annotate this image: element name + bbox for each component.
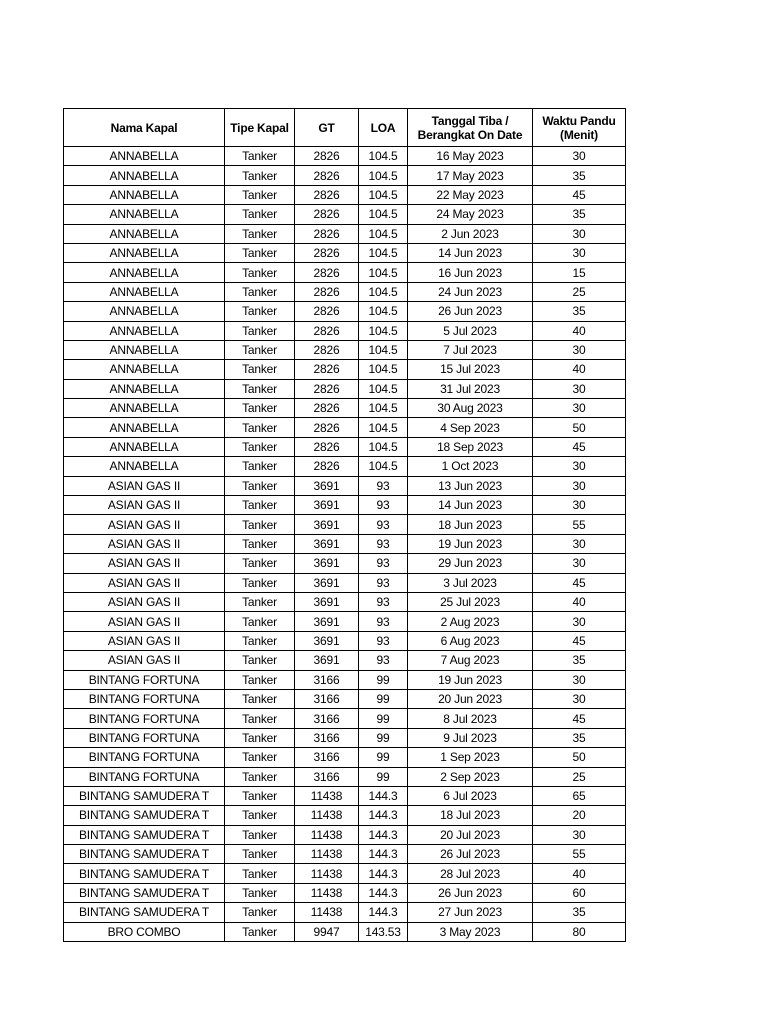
cell-nama-kapal: BINTANG SAMUDERA T — [64, 883, 225, 902]
table-row — [64, 786, 626, 805]
cell-tanggal: 20 Jul 2023 — [408, 825, 533, 844]
cell-tipe-kapal: Tanker — [225, 515, 295, 534]
cell-gt: 2826 — [295, 224, 359, 243]
table-row — [64, 321, 626, 340]
cell-loa: 104.5 — [359, 224, 408, 243]
cell-tanggal: 26 Jun 2023 — [408, 302, 533, 321]
cell-waktu-pandu: 30 — [533, 243, 626, 262]
cell-loa: 93 — [359, 534, 408, 553]
cell-gt: 3166 — [295, 728, 359, 747]
cell-tipe-kapal: Tanker — [225, 476, 295, 495]
cell-loa: 144.3 — [359, 903, 408, 922]
cell-tanggal: 14 Jun 2023 — [408, 496, 533, 515]
table-row — [64, 302, 626, 321]
cell-waktu-pandu: 30 — [533, 689, 626, 708]
cell-tanggal: 2 Jun 2023 — [408, 224, 533, 243]
header-nama-kapal: Nama Kapal — [64, 109, 225, 147]
cell-tanggal: 1 Oct 2023 — [408, 457, 533, 476]
cell-tipe-kapal: Tanker — [225, 651, 295, 670]
cell-gt: 3166 — [295, 670, 359, 689]
cell-loa: 104.5 — [359, 282, 408, 301]
cell-tanggal: 13 Jun 2023 — [408, 476, 533, 495]
cell-tanggal: 3 May 2023 — [408, 922, 533, 941]
cell-gt: 2826 — [295, 437, 359, 456]
cell-nama-kapal: ASIAN GAS II — [64, 554, 225, 573]
cell-gt: 3691 — [295, 515, 359, 534]
cell-nama-kapal: ANNABELLA — [64, 340, 225, 359]
cell-tipe-kapal: Tanker — [225, 243, 295, 262]
cell-loa: 144.3 — [359, 806, 408, 825]
cell-tanggal: 17 May 2023 — [408, 166, 533, 185]
cell-tipe-kapal: Tanker — [225, 457, 295, 476]
cell-gt: 2826 — [295, 205, 359, 224]
cell-gt: 3166 — [295, 689, 359, 708]
cell-tipe-kapal: Tanker — [225, 534, 295, 553]
cell-tanggal: 26 Jun 2023 — [408, 883, 533, 902]
cell-loa: 104.5 — [359, 302, 408, 321]
cell-tanggal: 7 Jul 2023 — [408, 340, 533, 359]
cell-nama-kapal: BINTANG SAMUDERA T — [64, 825, 225, 844]
cell-tanggal: 29 Jun 2023 — [408, 554, 533, 573]
cell-tipe-kapal: Tanker — [225, 786, 295, 805]
spreadsheet-page — [63, 108, 626, 942]
cell-tanggal: 19 Jun 2023 — [408, 534, 533, 553]
table-row — [64, 612, 626, 631]
cell-waktu-pandu: 50 — [533, 748, 626, 767]
cell-loa: 104.5 — [359, 418, 408, 437]
table-row — [64, 437, 626, 456]
cell-loa: 99 — [359, 748, 408, 767]
cell-tipe-kapal: Tanker — [225, 845, 295, 864]
cell-tipe-kapal: Tanker — [225, 321, 295, 340]
cell-waktu-pandu: 30 — [533, 496, 626, 515]
cell-tanggal: 15 Jul 2023 — [408, 360, 533, 379]
cell-gt: 3691 — [295, 476, 359, 495]
cell-tipe-kapal: Tanker — [225, 302, 295, 321]
cell-waktu-pandu: 40 — [533, 360, 626, 379]
cell-waktu-pandu: 80 — [533, 922, 626, 941]
vessel-pilotage-table — [63, 108, 626, 942]
cell-waktu-pandu: 35 — [533, 651, 626, 670]
cell-gt: 3691 — [295, 612, 359, 631]
table-row — [64, 883, 626, 902]
cell-tipe-kapal: Tanker — [225, 166, 295, 185]
cell-waktu-pandu: 35 — [533, 166, 626, 185]
cell-gt: 2826 — [295, 399, 359, 418]
cell-gt: 11438 — [295, 903, 359, 922]
cell-loa: 99 — [359, 767, 408, 786]
table-row — [64, 631, 626, 650]
header-tanggal: Tanggal Tiba / Berangkat On Date — [408, 109, 533, 147]
cell-loa: 99 — [359, 709, 408, 728]
cell-gt: 2826 — [295, 321, 359, 340]
cell-nama-kapal: ANNABELLA — [64, 282, 225, 301]
cell-nama-kapal: BINTANG SAMUDERA T — [64, 864, 225, 883]
cell-nama-kapal: BINTANG SAMUDERA T — [64, 903, 225, 922]
cell-waktu-pandu: 50 — [533, 418, 626, 437]
cell-gt: 11438 — [295, 806, 359, 825]
cell-waktu-pandu: 30 — [533, 825, 626, 844]
cell-loa: 104.5 — [359, 147, 408, 166]
cell-nama-kapal: ASIAN GAS II — [64, 515, 225, 534]
cell-tanggal: 31 Jul 2023 — [408, 379, 533, 398]
cell-tipe-kapal: Tanker — [225, 689, 295, 708]
table-row — [64, 399, 626, 418]
cell-tipe-kapal: Tanker — [225, 903, 295, 922]
cell-nama-kapal: BINTANG SAMUDERA T — [64, 786, 225, 805]
cell-gt: 3691 — [295, 573, 359, 592]
cell-nama-kapal: BINTANG FORTUNA — [64, 748, 225, 767]
cell-gt: 2826 — [295, 185, 359, 204]
cell-tipe-kapal: Tanker — [225, 554, 295, 573]
cell-tanggal: 26 Jul 2023 — [408, 845, 533, 864]
cell-tipe-kapal: Tanker — [225, 883, 295, 902]
cell-nama-kapal: ANNABELLA — [64, 321, 225, 340]
cell-tipe-kapal: Tanker — [225, 806, 295, 825]
cell-tanggal: 7 Aug 2023 — [408, 651, 533, 670]
cell-loa: 99 — [359, 728, 408, 747]
cell-waktu-pandu: 30 — [533, 379, 626, 398]
table-row — [64, 166, 626, 185]
table-row — [64, 243, 626, 262]
cell-tanggal: 16 Jun 2023 — [408, 263, 533, 282]
cell-loa: 104.5 — [359, 360, 408, 379]
cell-loa: 104.5 — [359, 437, 408, 456]
cell-gt: 3166 — [295, 709, 359, 728]
cell-nama-kapal: ASIAN GAS II — [64, 592, 225, 611]
cell-gt: 3691 — [295, 592, 359, 611]
cell-tipe-kapal: Tanker — [225, 709, 295, 728]
cell-loa: 143.53 — [359, 922, 408, 941]
cell-waktu-pandu: 45 — [533, 437, 626, 456]
cell-gt: 2826 — [295, 360, 359, 379]
table-row — [64, 709, 626, 728]
cell-tanggal: 19 Jun 2023 — [408, 670, 533, 689]
cell-nama-kapal: ASIAN GAS II — [64, 573, 225, 592]
cell-tanggal: 3 Jul 2023 — [408, 573, 533, 592]
cell-gt: 2826 — [295, 166, 359, 185]
cell-nama-kapal: ASIAN GAS II — [64, 496, 225, 515]
cell-loa: 104.5 — [359, 205, 408, 224]
cell-waktu-pandu: 30 — [533, 224, 626, 243]
cell-nama-kapal: ANNABELLA — [64, 243, 225, 262]
cell-tanggal: 5 Jul 2023 — [408, 321, 533, 340]
table-row — [64, 282, 626, 301]
cell-tanggal: 14 Jun 2023 — [408, 243, 533, 262]
cell-nama-kapal: ASIAN GAS II — [64, 476, 225, 495]
cell-loa: 144.3 — [359, 825, 408, 844]
cell-gt: 2826 — [295, 457, 359, 476]
cell-loa: 93 — [359, 612, 408, 631]
cell-gt: 2826 — [295, 282, 359, 301]
cell-gt: 2826 — [295, 263, 359, 282]
cell-tipe-kapal: Tanker — [225, 670, 295, 689]
cell-gt: 2826 — [295, 243, 359, 262]
cell-waktu-pandu: 35 — [533, 728, 626, 747]
cell-loa: 104.5 — [359, 243, 408, 262]
table-row — [64, 263, 626, 282]
table-row — [64, 476, 626, 495]
cell-tipe-kapal: Tanker — [225, 922, 295, 941]
cell-tanggal: 16 May 2023 — [408, 147, 533, 166]
cell-gt: 11438 — [295, 883, 359, 902]
cell-gt: 3166 — [295, 748, 359, 767]
cell-loa: 104.5 — [359, 321, 408, 340]
cell-loa: 104.5 — [359, 166, 408, 185]
cell-nama-kapal: ANNABELLA — [64, 263, 225, 282]
cell-tanggal: 6 Aug 2023 — [408, 631, 533, 650]
cell-waktu-pandu: 55 — [533, 845, 626, 864]
table-row — [64, 728, 626, 747]
cell-gt: 11438 — [295, 786, 359, 805]
header-gt: GT — [295, 109, 359, 147]
table-row — [64, 592, 626, 611]
cell-waktu-pandu: 30 — [533, 534, 626, 553]
cell-tanggal: 6 Jul 2023 — [408, 786, 533, 805]
cell-tipe-kapal: Tanker — [225, 825, 295, 844]
cell-nama-kapal: BINTANG FORTUNA — [64, 728, 225, 747]
cell-nama-kapal: ANNABELLA — [64, 302, 225, 321]
cell-nama-kapal: ANNABELLA — [64, 437, 225, 456]
cell-nama-kapal: ANNABELLA — [64, 379, 225, 398]
cell-tipe-kapal: Tanker — [225, 496, 295, 515]
cell-gt: 2826 — [295, 340, 359, 359]
cell-nama-kapal: ANNABELLA — [64, 360, 225, 379]
cell-tipe-kapal: Tanker — [225, 263, 295, 282]
cell-gt: 11438 — [295, 825, 359, 844]
cell-waktu-pandu: 25 — [533, 282, 626, 301]
cell-loa: 104.5 — [359, 263, 408, 282]
cell-tipe-kapal: Tanker — [225, 728, 295, 747]
table-row — [64, 922, 626, 941]
cell-waktu-pandu: 40 — [533, 321, 626, 340]
cell-waktu-pandu: 30 — [533, 457, 626, 476]
cell-nama-kapal: BRO COMBO — [64, 922, 225, 941]
table-row — [64, 496, 626, 515]
table-row — [64, 224, 626, 243]
table-row — [64, 864, 626, 883]
table-row — [64, 457, 626, 476]
cell-nama-kapal: BINTANG FORTUNA — [64, 689, 225, 708]
cell-tipe-kapal: Tanker — [225, 418, 295, 437]
cell-loa: 104.5 — [359, 379, 408, 398]
cell-nama-kapal: ANNABELLA — [64, 147, 225, 166]
cell-nama-kapal: BINTANG SAMUDERA T — [64, 845, 225, 864]
cell-tanggal: 22 May 2023 — [408, 185, 533, 204]
table-row — [64, 573, 626, 592]
cell-tipe-kapal: Tanker — [225, 282, 295, 301]
cell-gt: 3691 — [295, 554, 359, 573]
cell-loa: 93 — [359, 651, 408, 670]
cell-tanggal: 1 Sep 2023 — [408, 748, 533, 767]
cell-tanggal: 8 Jul 2023 — [408, 709, 533, 728]
table-row — [64, 767, 626, 786]
cell-waktu-pandu: 30 — [533, 670, 626, 689]
cell-gt: 11438 — [295, 864, 359, 883]
cell-waktu-pandu: 35 — [533, 205, 626, 224]
table-row — [64, 748, 626, 767]
cell-tipe-kapal: Tanker — [225, 631, 295, 650]
cell-waktu-pandu: 30 — [533, 554, 626, 573]
cell-gt: 3691 — [295, 534, 359, 553]
cell-gt: 2826 — [295, 147, 359, 166]
table-row — [64, 340, 626, 359]
cell-waktu-pandu: 55 — [533, 515, 626, 534]
cell-loa: 99 — [359, 670, 408, 689]
cell-loa: 93 — [359, 515, 408, 534]
cell-tipe-kapal: Tanker — [225, 340, 295, 359]
cell-tanggal: 18 Jun 2023 — [408, 515, 533, 534]
cell-nama-kapal: ANNABELLA — [64, 457, 225, 476]
cell-nama-kapal: BINTANG FORTUNA — [64, 767, 225, 786]
cell-waktu-pandu: 30 — [533, 399, 626, 418]
cell-waktu-pandu: 40 — [533, 864, 626, 883]
cell-tanggal: 9 Jul 2023 — [408, 728, 533, 747]
cell-gt: 2826 — [295, 379, 359, 398]
cell-tanggal: 24 May 2023 — [408, 205, 533, 224]
header-row — [64, 109, 626, 147]
header-waktu-pandu: Waktu Pandu (Menit) — [533, 109, 626, 147]
cell-gt: 2826 — [295, 302, 359, 321]
cell-waktu-pandu: 30 — [533, 612, 626, 631]
table-row — [64, 670, 626, 689]
cell-loa: 93 — [359, 496, 408, 515]
cell-tipe-kapal: Tanker — [225, 205, 295, 224]
cell-waktu-pandu: 15 — [533, 263, 626, 282]
table-row — [64, 534, 626, 553]
cell-tipe-kapal: Tanker — [225, 360, 295, 379]
cell-tipe-kapal: Tanker — [225, 224, 295, 243]
cell-nama-kapal: ASIAN GAS II — [64, 534, 225, 553]
cell-waktu-pandu: 30 — [533, 147, 626, 166]
table-row — [64, 185, 626, 204]
cell-waktu-pandu: 45 — [533, 631, 626, 650]
cell-waktu-pandu: 35 — [533, 302, 626, 321]
cell-nama-kapal: ASIAN GAS II — [64, 631, 225, 650]
cell-tanggal: 20 Jun 2023 — [408, 689, 533, 708]
table-row — [64, 651, 626, 670]
cell-gt: 9947 — [295, 922, 359, 941]
cell-loa: 144.3 — [359, 883, 408, 902]
cell-gt: 2826 — [295, 418, 359, 437]
table-row — [64, 903, 626, 922]
cell-tanggal: 4 Sep 2023 — [408, 418, 533, 437]
cell-tipe-kapal: Tanker — [225, 147, 295, 166]
table-row — [64, 360, 626, 379]
cell-tipe-kapal: Tanker — [225, 612, 295, 631]
cell-tanggal: 24 Jun 2023 — [408, 282, 533, 301]
header-loa: LOA — [359, 109, 408, 147]
cell-waktu-pandu: 25 — [533, 767, 626, 786]
cell-gt: 3691 — [295, 651, 359, 670]
cell-tanggal: 27 Jun 2023 — [408, 903, 533, 922]
cell-nama-kapal: ANNABELLA — [64, 418, 225, 437]
cell-nama-kapal: BINTANG FORTUNA — [64, 670, 225, 689]
table-row — [64, 689, 626, 708]
cell-loa: 104.5 — [359, 399, 408, 418]
cell-waktu-pandu: 30 — [533, 340, 626, 359]
cell-nama-kapal: ASIAN GAS II — [64, 612, 225, 631]
header-tipe-kapal: Tipe Kapal — [225, 109, 295, 147]
cell-gt: 3691 — [295, 496, 359, 515]
cell-tipe-kapal: Tanker — [225, 573, 295, 592]
cell-loa: 104.5 — [359, 340, 408, 359]
cell-waktu-pandu: 60 — [533, 883, 626, 902]
cell-loa: 99 — [359, 689, 408, 708]
cell-loa: 93 — [359, 631, 408, 650]
cell-tanggal: 2 Aug 2023 — [408, 612, 533, 631]
cell-tipe-kapal: Tanker — [225, 767, 295, 786]
cell-nama-kapal: ANNABELLA — [64, 205, 225, 224]
cell-tanggal: 25 Jul 2023 — [408, 592, 533, 611]
cell-loa: 104.5 — [359, 185, 408, 204]
cell-nama-kapal: ANNABELLA — [64, 185, 225, 204]
table-body — [64, 147, 626, 942]
table-row — [64, 205, 626, 224]
cell-nama-kapal: ANNABELLA — [64, 399, 225, 418]
cell-waktu-pandu: 45 — [533, 573, 626, 592]
table-row — [64, 825, 626, 844]
cell-tipe-kapal: Tanker — [225, 437, 295, 456]
table-row — [64, 806, 626, 825]
cell-nama-kapal: ANNABELLA — [64, 166, 225, 185]
cell-nama-kapal: ANNABELLA — [64, 224, 225, 243]
cell-tanggal: 28 Jul 2023 — [408, 864, 533, 883]
cell-tipe-kapal: Tanker — [225, 399, 295, 418]
cell-waktu-pandu: 20 — [533, 806, 626, 825]
cell-tipe-kapal: Tanker — [225, 379, 295, 398]
cell-tipe-kapal: Tanker — [225, 864, 295, 883]
cell-tipe-kapal: Tanker — [225, 748, 295, 767]
cell-tanggal: 30 Aug 2023 — [408, 399, 533, 418]
cell-gt: 3691 — [295, 631, 359, 650]
cell-nama-kapal: BINTANG FORTUNA — [64, 709, 225, 728]
cell-tipe-kapal: Tanker — [225, 592, 295, 611]
cell-loa: 93 — [359, 592, 408, 611]
cell-waktu-pandu: 40 — [533, 592, 626, 611]
table-row — [64, 554, 626, 573]
cell-gt: 11438 — [295, 845, 359, 864]
table-row — [64, 515, 626, 534]
cell-loa: 93 — [359, 476, 408, 495]
cell-loa: 93 — [359, 573, 408, 592]
table-row — [64, 379, 626, 398]
cell-tanggal: 2 Sep 2023 — [408, 767, 533, 786]
cell-waktu-pandu: 65 — [533, 786, 626, 805]
cell-nama-kapal: BINTANG SAMUDERA T — [64, 806, 225, 825]
cell-waktu-pandu: 35 — [533, 903, 626, 922]
table-row — [64, 418, 626, 437]
cell-nama-kapal: ASIAN GAS II — [64, 651, 225, 670]
table-row — [64, 147, 626, 166]
cell-loa: 104.5 — [359, 457, 408, 476]
cell-tanggal: 18 Sep 2023 — [408, 437, 533, 456]
cell-waktu-pandu: 45 — [533, 185, 626, 204]
cell-loa: 93 — [359, 554, 408, 573]
table-row — [64, 845, 626, 864]
cell-tanggal: 18 Jul 2023 — [408, 806, 533, 825]
cell-gt: 3166 — [295, 767, 359, 786]
cell-loa: 144.3 — [359, 845, 408, 864]
cell-tipe-kapal: Tanker — [225, 185, 295, 204]
cell-loa: 144.3 — [359, 864, 408, 883]
cell-waktu-pandu: 45 — [533, 709, 626, 728]
cell-waktu-pandu: 30 — [533, 476, 626, 495]
cell-loa: 144.3 — [359, 786, 408, 805]
